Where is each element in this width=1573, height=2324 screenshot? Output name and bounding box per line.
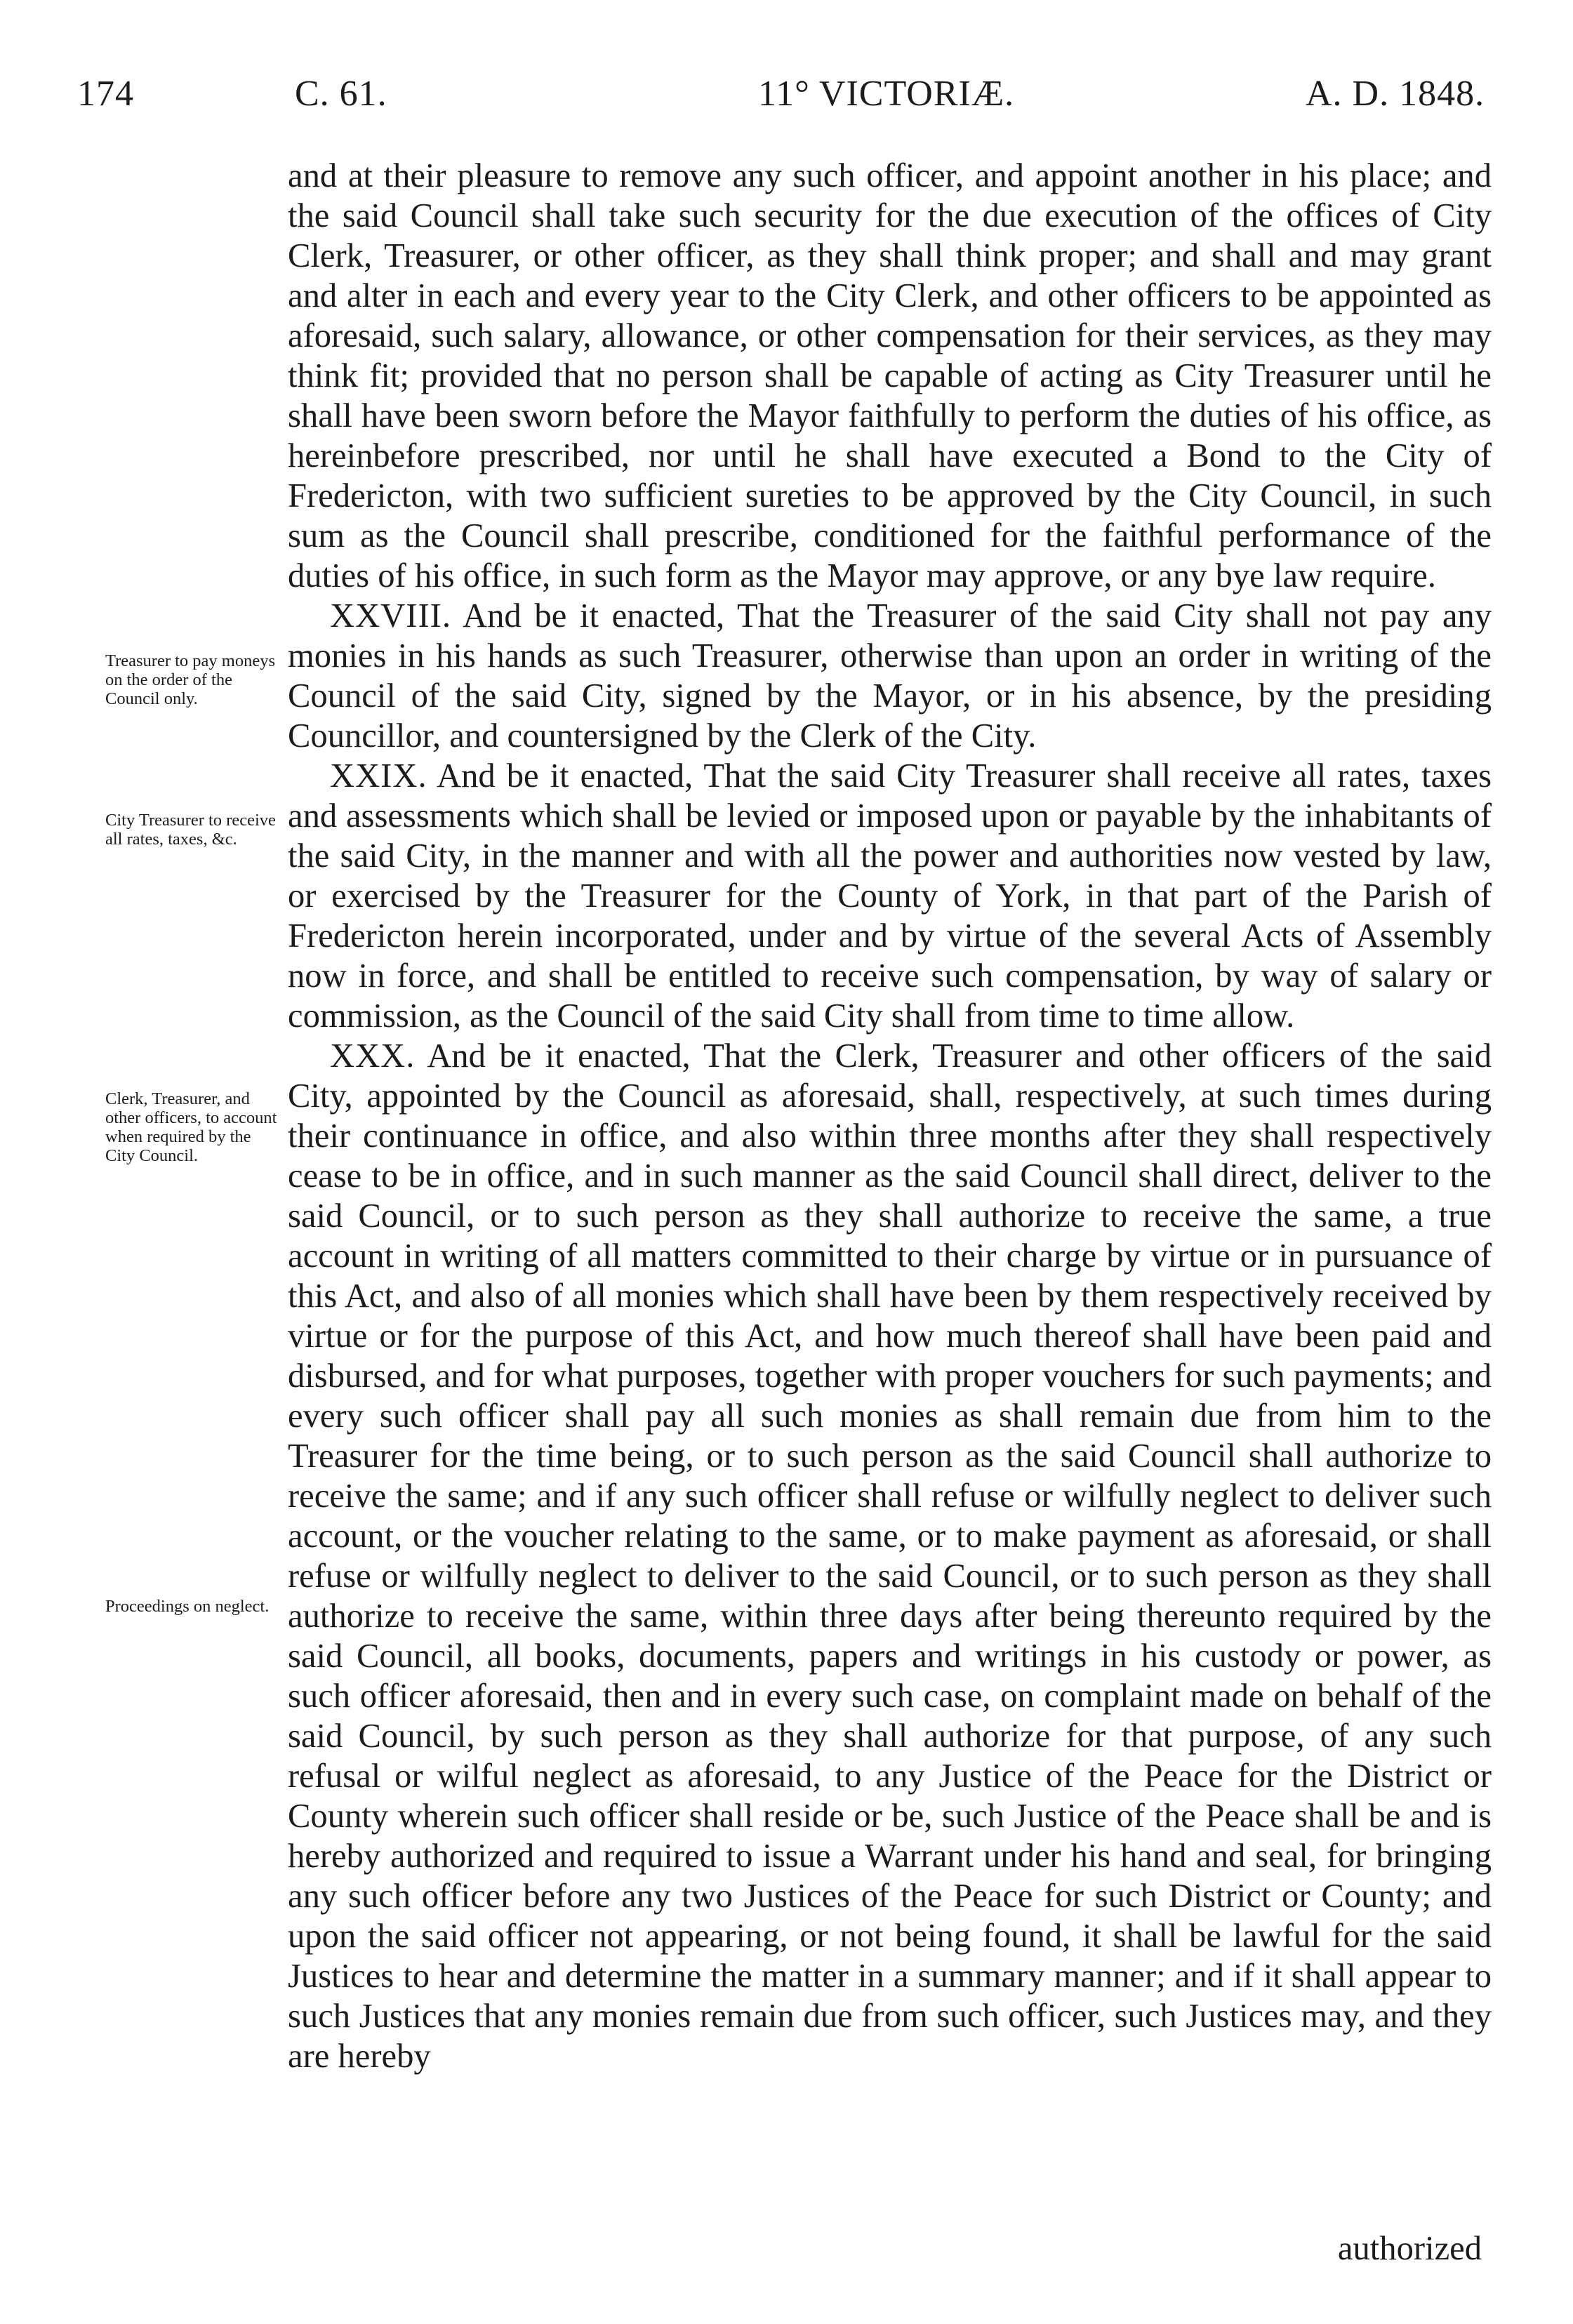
- section-text: And be it enacted, That the Treasurer of the said City shall not pay any monies in his hands as such Treasurer, otherwise than upon an order in writing of the Council of the said City, signed by the Mayor, or in his absence, by the presiding Councillor, and countersigned by the Clerk of the City.: [288, 597, 1492, 755]
- margin-note-neglect: Proceedings on neglect.: [105, 1597, 270, 1616]
- section-number: XXVIII.: [330, 597, 451, 635]
- regnal-year: 11° VICTORIÆ.: [758, 74, 1015, 114]
- section-28: [288, 596, 1492, 756]
- chapter-number: C. 61.: [295, 74, 387, 114]
- margin-note-officers-account: Clerk, Treasurer, and other officers, to account when required by the City Council.: [105, 1089, 277, 1165]
- section-text: And be it enacted, That the Clerk, Treasurer and other officers of the said City, appointed by the Council as aforesaid, shall, respectively, at such times during their continuance in office, and also within three months after they shall respectively cease to be in office, and in such manner as the said Council shall direct, deliver to the said Council, or to such person as they shall authorize to receive the same, a true account in writing of all matters committed to their charge by virtue or in pursuance of this Act, and also of all monies which shall have been by them respectively received by virtue or for the purpose of this Act, and how much thereof shall have been paid and disbursed, and for what purposes, together with proper vouchers for such payments; and every such officer shall pay all such monies as shall remain due from him to the Treasurer for the time being, or to such person as the said Council shall authorize to receive the same; and if any such officer shall refuse or wilfully neglect to deliver such account, or the voucher relating to the same, or to make payment as aforesaid, or shall refuse or wilfully neglect to deliver to the said Council, or to such person as they shall authorize to receive the same, within three days after being thereunto required by the said Council, all books, documents, papers and writings in his custody or power, as such officer aforesaid, then and in every such case, on complaint made on behalf of the said Council, by such person as they shall authorize for that purpose, of any such refusal or wilful neglect as aforesaid, to any Justice of the Peace for the District or County wherein such officer shall reside or be, such Justice of the Peace shall be and is hereby authorized and required to issue a Warrant under his hand and seal, for bringing any such officer before any two Justices of the Peace for such District or County; and upon the said officer not appearing, or not being found, it shall be lawful for the said Justices to hear and determine the matter in a summary manner; and if it shall appear to such Justices that any monies remain due from such officer, such Justices may, and they are hereby: [288, 1037, 1492, 2075]
- page-number: 174: [77, 74, 134, 114]
- anno-domini: A. D. 1848.: [1306, 74, 1485, 114]
- catchword: authorized: [1337, 2229, 1482, 2267]
- running-header: [0, 73, 1573, 136]
- statute-text: [288, 156, 1492, 2076]
- continued-paragraph: and at their pleasure to remove any such officer, and appoint another in his place; and the said Council shall take such security for the due execution of the offices of City Clerk, Treasurer, or other officer, as they shall think proper; and shall and may grant and alter in each and every year to the City Clerk, and other officers to be appointed as aforesaid, such salary, allowance, or other compensation for their services, as they may think fit; provided that no person shall be capable of acting as City Treasurer until he shall have been sworn before the Mayor faithfully to perform the duties of his office, as hereinbefore prescribed, nor until he shall have executed a Bond to the City of Fredericton, with two sufficient sureties to be approved by the City Council, in such sum as the Council shall prescribe, conditioned for the faithful performance of the duties of his office, in such form as the Mayor may approve, or any bye law require.: [288, 157, 1492, 595]
- section-text: And be it enacted, That the said City Treasurer shall receive all rates, taxes and assessments which shall be levied or imposed upon or payable by the inhabitants of the said City, in the manner and with all the power and authorities now vested by law, or exercised by the Treasurer for the County of York, in that part of the Parish of Fredericton herein incorporated, under and by virtue of the several Acts of Assembly now in force, and shall be entitled to receive such compensation, by way of salary or commission, as the Council of the said City shall from time to time allow.: [288, 757, 1492, 1035]
- section-number: XXX.: [330, 1037, 416, 1075]
- section-29: [288, 756, 1492, 1036]
- section-30: [288, 1036, 1492, 2076]
- margin-note-treasurer-receive: City Treasurer to receive all rates, taxes, &c.: [105, 811, 276, 849]
- margin-note-treasurer-pay: Treasurer to pay moneys on the order of the Council only.: [105, 651, 276, 708]
- section-number: XXIX.: [330, 757, 427, 795]
